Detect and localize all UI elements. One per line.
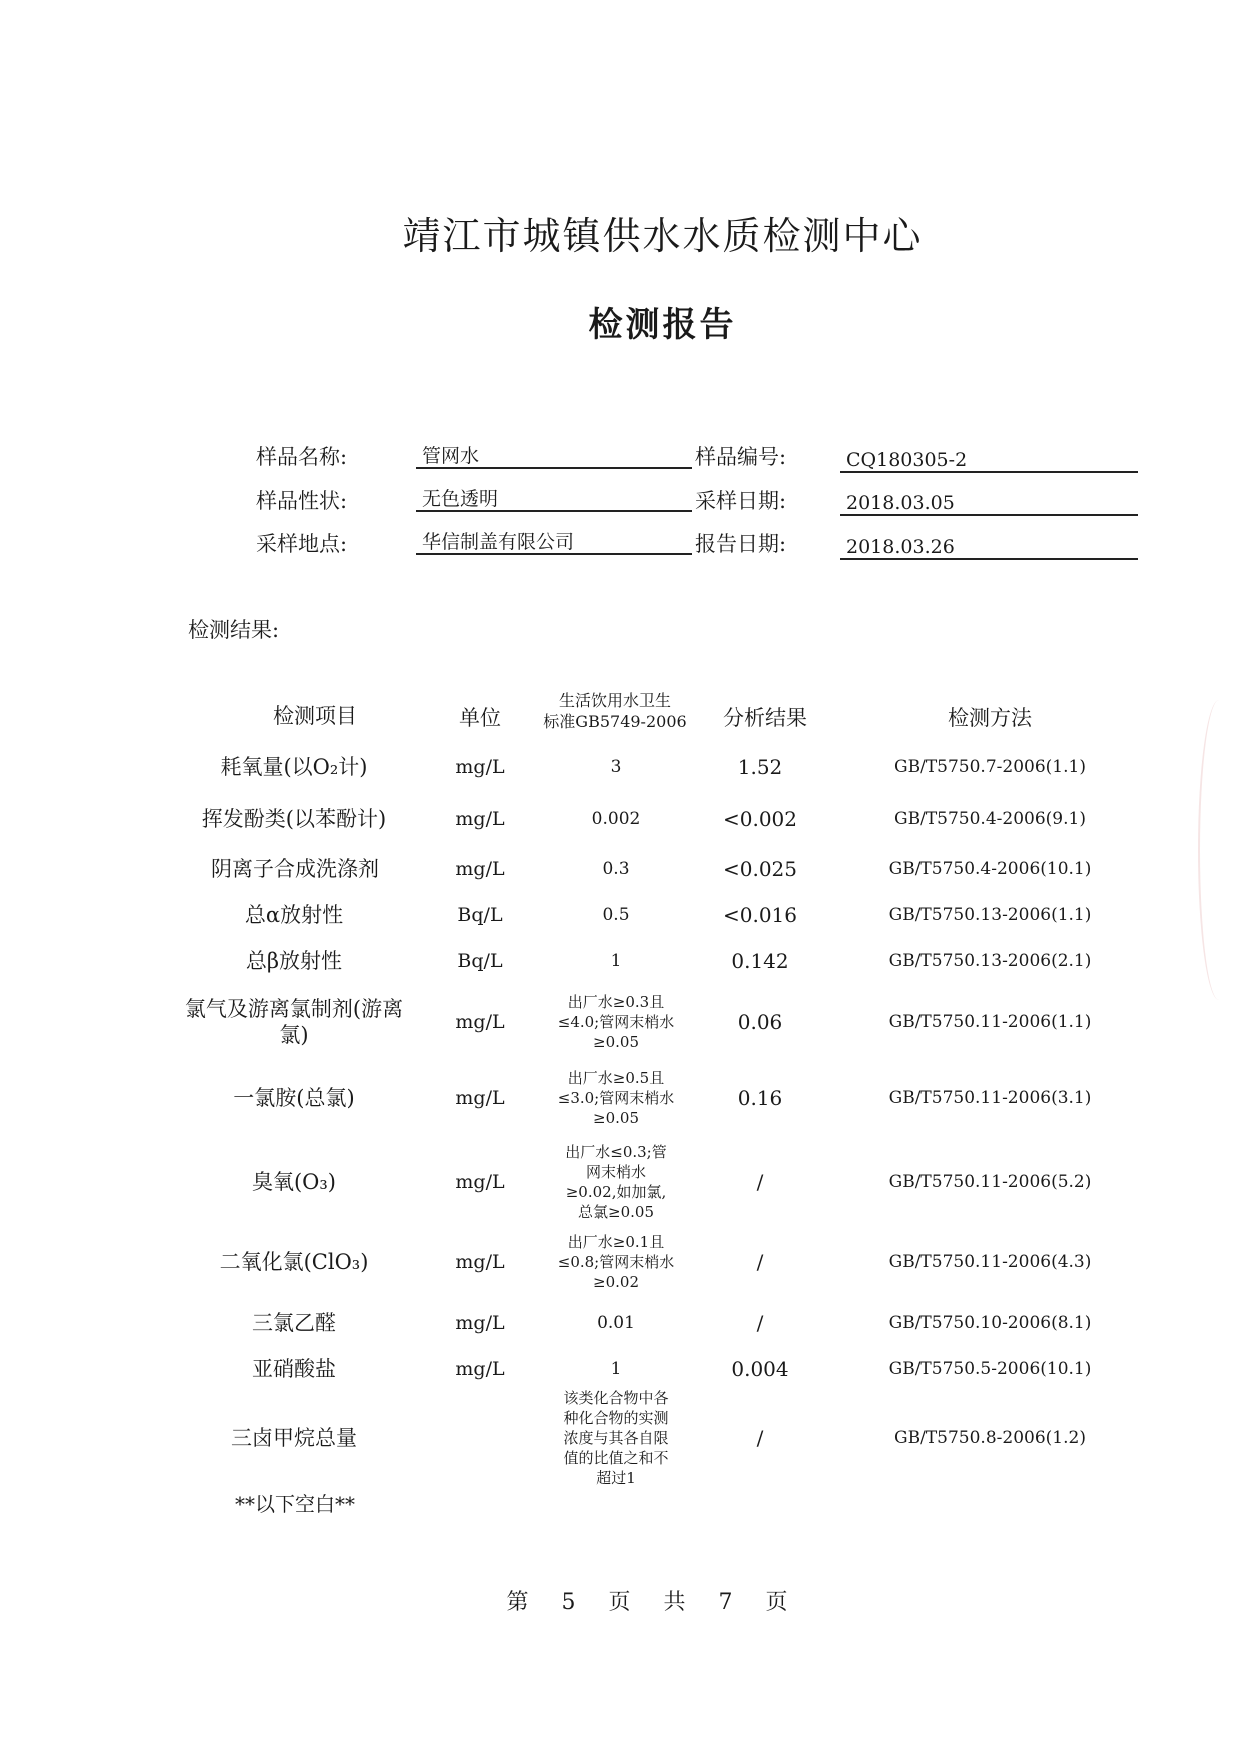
blank-below-note: **以下空白** <box>235 1492 355 1516</box>
sample-state-value: 无色透明 <box>416 486 692 512</box>
table-row <box>0 1062 1240 1134</box>
item-name: 三卤甲烷总量 <box>231 1426 357 1450</box>
item-name: 耗氧量(以O₂计) <box>220 755 368 779</box>
item-name: 一氯胺(总氯) <box>233 1086 355 1110</box>
report-date-value: 2018.03.26 <box>840 534 1138 560</box>
item-standard: 0.3 <box>602 859 630 879</box>
item-name: 臭氧(O₃) <box>251 1170 337 1194</box>
item-result: <0.002 <box>722 807 797 831</box>
item-unit: mg/L <box>455 1251 505 1273</box>
page-number: 第 5 页 共 7 页 <box>506 1590 794 1615</box>
item-method: GB/T5750.11-2006(3.1) <box>888 1088 1092 1108</box>
item-result: 0.16 <box>737 1086 783 1110</box>
table-row <box>0 1346 1240 1392</box>
item-standard: 1 <box>610 1359 622 1379</box>
table-row <box>0 1300 1240 1346</box>
sample-state-label: 样品性状: <box>256 489 348 513</box>
item-standard: 出厂水≤0.3;管网末梢水≥0.02,如加氯,总氯≥0.05 <box>565 1143 667 1221</box>
item-method: GB/T5750.7-2006(1.1) <box>894 757 1086 777</box>
item-result: 0.142 <box>731 949 789 973</box>
column-header-standard <box>520 690 710 732</box>
item-result: 0.06 <box>737 1010 783 1034</box>
column-header-standard-line1: 生活饮用水卫生 <box>558 691 671 710</box>
sampling-date-value: 2018.03.05 <box>840 490 1138 516</box>
item-name: 阴离子合成洗涤剂 <box>211 857 379 881</box>
item-standard: 出厂水≥0.3且≤4.0;管网末梢水≥0.05 <box>557 993 675 1051</box>
item-method: GB/T5750.13-2006(1.1) <box>888 905 1092 925</box>
item-unit: mg/L <box>455 858 505 880</box>
stamp-edge-mark <box>1198 700 1240 1000</box>
item-result: / <box>756 1311 764 1335</box>
table-row <box>0 1228 1240 1296</box>
item-standard: 0.5 <box>602 905 630 925</box>
item-method: GB/T5750.13-2006(2.1) <box>888 951 1092 971</box>
table-row <box>0 986 1240 1058</box>
sampling-location-value: 华信制盖有限公司 <box>416 529 692 555</box>
column-header-standard-line2: 标准GB5749-2006 <box>543 712 687 731</box>
item-name: 二氧化氯(ClO₃) <box>219 1250 369 1274</box>
item-unit: mg/L <box>455 808 505 830</box>
table-row <box>0 792 1240 846</box>
item-result: <0.025 <box>722 857 797 881</box>
item-result: <0.016 <box>722 903 797 927</box>
item-method: GB/T5750.11-2006(4.3) <box>888 1252 1092 1272</box>
item-standard: 出厂水≥0.1且≤0.8;管网末梢水≥0.02 <box>557 1233 675 1291</box>
item-name: 氯气及游离氯制剂(游离氯) <box>184 997 404 1047</box>
item-standard: 0.01 <box>597 1313 635 1333</box>
item-result: / <box>756 1170 764 1194</box>
item-name: 三氯乙醛 <box>252 1311 336 1335</box>
table-row <box>0 892 1240 938</box>
item-standard: 出厂水≥0.5且≤3.0;管网末梢水≥0.05 <box>557 1069 675 1127</box>
item-unit: mg/L <box>455 1312 505 1334</box>
item-method: GB/T5750.5-2006(10.1) <box>888 1359 1092 1379</box>
sample-number-value: CQ180305-2 <box>840 447 1138 473</box>
item-result: / <box>756 1250 764 1274</box>
item-unit: mg/L <box>455 1358 505 1380</box>
item-standard: 0.002 <box>591 809 641 829</box>
item-unit: mg/L <box>455 1011 505 1033</box>
report-date-label: 报告日期: <box>695 532 787 556</box>
item-standard: 该类化合物中各种化合物的实测浓度与其各自限值的比值之和不超过1 <box>563 1389 669 1487</box>
table-row <box>0 1389 1240 1487</box>
table-row <box>0 846 1240 892</box>
item-unit: mg/L <box>455 756 505 778</box>
item-method: GB/T5750.4-2006(10.1) <box>888 859 1092 879</box>
item-unit <box>430 1392 530 1484</box>
item-unit: Bq/L <box>457 904 503 926</box>
item-method: GB/T5750.11-2006(1.1) <box>888 1012 1092 1032</box>
column-header-method: 检测方法 <box>948 706 1032 730</box>
item-method: GB/T5750.11-2006(5.2) <box>888 1172 1092 1192</box>
organization-title: 靖江市城镇供水水质检测中心 <box>402 214 923 258</box>
table-row <box>0 742 1240 792</box>
item-result: 0.004 <box>731 1357 789 1381</box>
item-method: GB/T5750.4-2006(9.1) <box>894 809 1086 829</box>
sample-number-label: 样品编号: <box>695 445 787 469</box>
item-name: 挥发酚类(以苯酚计) <box>201 807 387 831</box>
item-unit: Bq/L <box>457 950 503 972</box>
table-row <box>0 1138 1240 1226</box>
sampling-location-label: 采样地点: <box>256 532 348 556</box>
item-result: 1.52 <box>737 755 783 779</box>
column-header-item: 检测项目 <box>273 704 357 728</box>
item-method: GB/T5750.10-2006(8.1) <box>888 1313 1092 1333</box>
table-row <box>0 938 1240 984</box>
sample-name-label: 样品名称: <box>256 445 348 469</box>
item-unit: mg/L <box>455 1087 505 1109</box>
item-method: GB/T5750.8-2006(1.2) <box>894 1428 1086 1448</box>
item-unit: mg/L <box>455 1171 505 1193</box>
item-standard: 1 <box>610 951 622 971</box>
item-name: 总α放射性 <box>244 903 344 927</box>
column-header-unit: 单位 <box>459 706 501 730</box>
item-name: 总β放射性 <box>245 949 343 973</box>
sampling-date-label: 采样日期: <box>695 489 787 513</box>
item-name: 亚硝酸盐 <box>252 1357 336 1381</box>
column-header-result: 分析结果 <box>723 706 807 730</box>
item-standard: 3 <box>610 757 622 777</box>
item-result: / <box>756 1426 764 1450</box>
sample-name-value: 管网水 <box>416 443 692 469</box>
report-title: 检测报告 <box>588 305 737 345</box>
results-heading: 检测结果: <box>188 618 280 642</box>
